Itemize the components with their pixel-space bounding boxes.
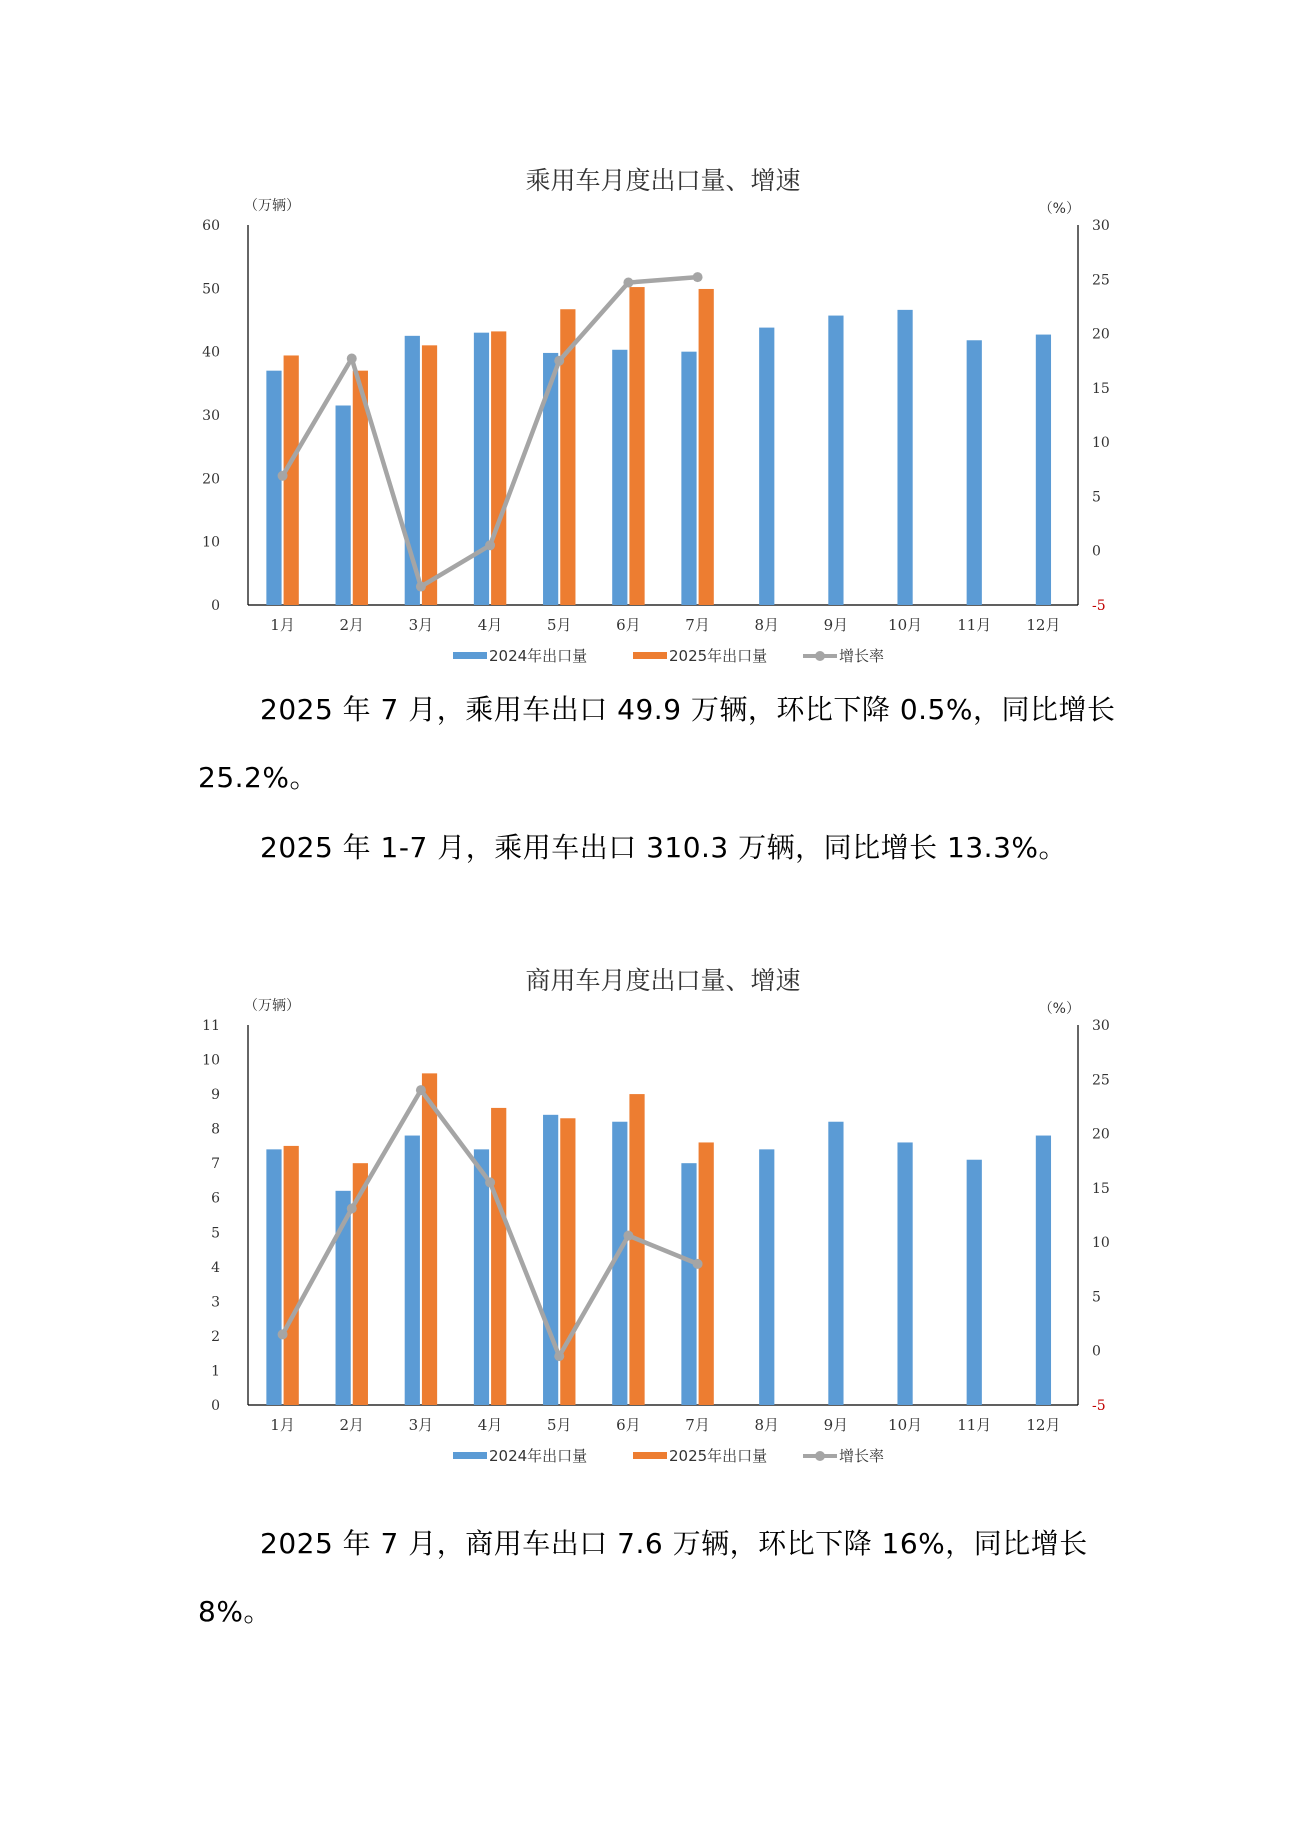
chart2-category-label: 10月 <box>888 1416 923 1434</box>
chart1-bar-2025 <box>629 287 644 605</box>
chart2-bar-2025 <box>699 1142 714 1405</box>
chart1-growth-point <box>693 272 703 282</box>
chart1-right-tick-label: 30 <box>1092 218 1110 234</box>
chart1-left-tick-label: 50 <box>202 281 220 298</box>
chart2-right-tick-label: 20 <box>1092 1126 1110 1143</box>
chart2-right-tick-label: -5 <box>1092 1398 1106 1414</box>
chart1-category-label: 1月 <box>270 616 295 634</box>
chart1-bar-2024 <box>612 350 627 605</box>
chart1-category-label: 3月 <box>408 616 434 634</box>
chart2-category-label: 6月 <box>616 1416 641 1434</box>
passenger-july-summary: 2025 年 7 月，乘用车出口 49.9 万辆，环比下降 0.5%，同比增长 25.2%。 <box>198 693 1116 794</box>
chart2-growth-point <box>416 1085 426 1095</box>
chart1-left-tick-label: 20 <box>202 471 220 488</box>
chart1-left-tick-label: 40 <box>202 344 220 361</box>
chart2-left-tick-label: 0 <box>211 1398 220 1414</box>
chart1-bar-2024 <box>1036 335 1051 605</box>
chart2-category-label: 5月 <box>546 1416 572 1434</box>
chart1-right-unit: （%） <box>1038 201 1080 217</box>
chart1-legend-label: 2025年出口量 <box>669 647 768 665</box>
chart1-left-unit: （万辆） <box>244 198 300 214</box>
chart2-bar-2025 <box>491 1108 506 1405</box>
chart1-category-label: 6月 <box>616 616 641 634</box>
chart1-legend-swatch <box>453 652 487 659</box>
chart2-bar-2024 <box>474 1149 489 1405</box>
chart1-bar-2024 <box>828 316 843 605</box>
chart1-category-label: 11月 <box>957 616 992 634</box>
chart1-legend-swatch <box>633 652 667 659</box>
chart2-category-label: 3月 <box>408 1416 434 1434</box>
chart1-bar-2024 <box>266 371 281 605</box>
chart1-legend-label: 增长率 <box>839 647 885 665</box>
chart2-growth-point <box>623 1231 633 1241</box>
commercial-vehicle-chart <box>190 955 1130 1475</box>
chart2-left-tick-label: 4 <box>211 1259 220 1276</box>
commercial-vehicle-chart-svg <box>190 955 1130 1475</box>
chart2-bar-2024 <box>897 1142 912 1405</box>
chart2-left-tick-label: 7 <box>211 1156 220 1173</box>
chart1-growth-point <box>416 582 426 592</box>
chart2-bar-2025 <box>284 1146 299 1405</box>
chart1-growth-point <box>347 354 357 364</box>
chart2-growth-point <box>485 1177 495 1187</box>
chart2-legend-marker <box>815 1451 825 1461</box>
chart1-growth-point <box>623 278 633 288</box>
chart2-category-label: 4月 <box>477 1416 503 1434</box>
chart2-category-label: 11月 <box>957 1416 992 1434</box>
chart2-bar-2025 <box>629 1094 644 1405</box>
passenger-car-chart <box>190 155 1130 675</box>
chart2-bar-2024 <box>759 1149 774 1405</box>
chart1-left-tick-label: 10 <box>202 534 220 551</box>
chart2-category-label: 1月 <box>270 1416 295 1434</box>
chart2-bar-2024 <box>1036 1136 1051 1405</box>
chart2-title: 商用车月度出口量、增速 <box>525 966 801 995</box>
chart1-category-label: 9月 <box>823 616 849 634</box>
chart1-legend-label: 2024年出口量 <box>489 647 588 665</box>
chart2-bar-2024 <box>266 1149 281 1405</box>
chart1-right-tick-label: 0 <box>1092 543 1101 560</box>
chart1-bar-2025 <box>422 345 437 605</box>
chart1-right-tick-label: 5 <box>1092 489 1101 506</box>
commercial-july-summary: 2025 年 7 月，商用车出口 7.6 万辆，环比下降 16%，同比增长 8%。 <box>198 1527 1088 1628</box>
chart2-right-tick-label: 10 <box>1092 1235 1110 1252</box>
chart2-legend-swatch <box>633 1452 667 1459</box>
chart2-legend-swatch <box>453 1452 487 1459</box>
chart1-bar-2025 <box>491 331 506 605</box>
chart1-right-tick-label: 25 <box>1092 272 1110 289</box>
chart2-right-unit: （%） <box>1038 1001 1080 1017</box>
chart1-left-tick-label: 30 <box>202 408 220 424</box>
chart2-legend-label: 2024年出口量 <box>489 1447 588 1465</box>
passenger-ytd-summary: 2025 年 1-7 月，乘用车出口 310.3 万辆，同比增长 13.3%。 <box>260 831 1068 864</box>
chart1-right-tick-label: 10 <box>1092 435 1110 452</box>
chart1-bar-2024 <box>336 406 351 606</box>
chart1-right-tick-label: 15 <box>1092 380 1110 397</box>
chart2-bar-2025 <box>422 1073 437 1405</box>
chart1-category-label: 5月 <box>546 616 572 634</box>
chart1-category-label: 8月 <box>754 616 780 634</box>
chart2-growth-point <box>554 1351 564 1361</box>
chart2-right-tick-label: 5 <box>1092 1289 1101 1306</box>
chart1-category-label: 7月 <box>685 616 710 634</box>
chart1-right-tick-label: 20 <box>1092 326 1110 343</box>
chart1-bar-2024 <box>897 310 912 605</box>
chart2-left-tick-label: 6 <box>211 1190 220 1207</box>
chart2-right-tick-label: 25 <box>1092 1072 1110 1089</box>
chart2-right-tick-label: 0 <box>1092 1343 1101 1360</box>
chart1-category-label: 4月 <box>477 616 503 634</box>
chart1-growth-point <box>554 356 564 366</box>
chart1-bar-2024 <box>681 352 696 605</box>
chart1-growth-point <box>485 540 495 550</box>
chart2-left-tick-label: 1 <box>211 1363 220 1380</box>
chart2-left-tick-label: 8 <box>211 1121 220 1138</box>
chart2-growth-point <box>347 1203 357 1213</box>
chart1-legend-marker <box>815 651 825 661</box>
chart2-left-tick-label: 11 <box>202 1018 220 1034</box>
chart2-bar-2024 <box>828 1122 843 1405</box>
chart2-bar-2024 <box>405 1136 420 1405</box>
chart1-growth-point <box>278 471 288 481</box>
chart2-right-tick-label: 15 <box>1092 1180 1110 1197</box>
chart1-bar-2024 <box>759 328 774 605</box>
chart1-category-label: 12月 <box>1026 616 1061 634</box>
chart2-left-tick-label: 5 <box>211 1225 220 1242</box>
chart2-left-tick-label: 3 <box>211 1294 220 1311</box>
chart2-category-label: 8月 <box>754 1416 780 1434</box>
chart2-category-label: 9月 <box>823 1416 849 1434</box>
chart1-category-label: 2月 <box>339 616 365 634</box>
chart1-left-tick-label: 0 <box>211 598 220 614</box>
passenger-car-chart-svg <box>190 155 1130 675</box>
chart1-bar-2024 <box>474 333 489 605</box>
chart1-bar-2025 <box>284 355 299 605</box>
chart2-right-tick-label: 30 <box>1092 1018 1110 1034</box>
chart2-bar-2024 <box>543 1115 558 1405</box>
chart2-growth-point <box>278 1329 288 1339</box>
chart1-bar-2025 <box>699 289 714 605</box>
chart2-left-tick-label: 10 <box>202 1052 220 1069</box>
chart1-left-tick-label: 60 <box>202 218 220 234</box>
chart1-right-tick-label: -5 <box>1092 598 1106 614</box>
chart2-legend-label: 增长率 <box>839 1447 885 1465</box>
chart1-title: 乘用车月度出口量、增速 <box>525 166 801 195</box>
chart2-bar-2024 <box>681 1163 696 1405</box>
chart2-legend-label: 2025年出口量 <box>669 1447 768 1465</box>
chart1-bar-2024 <box>543 353 558 605</box>
chart2-left-tick-label: 2 <box>211 1328 220 1345</box>
chart2-category-label: 7月 <box>685 1416 710 1434</box>
chart2-growth-point <box>693 1259 703 1269</box>
chart2-bar-2024 <box>967 1160 982 1405</box>
chart2-left-tick-label: 9 <box>211 1087 220 1104</box>
chart1-bar-2024 <box>967 340 982 605</box>
chart2-category-label: 12月 <box>1026 1416 1061 1434</box>
chart2-bar-2025 <box>560 1118 575 1405</box>
chart2-category-label: 2月 <box>339 1416 365 1434</box>
chart1-category-label: 10月 <box>888 616 923 634</box>
chart2-left-unit: （万辆） <box>244 998 300 1014</box>
